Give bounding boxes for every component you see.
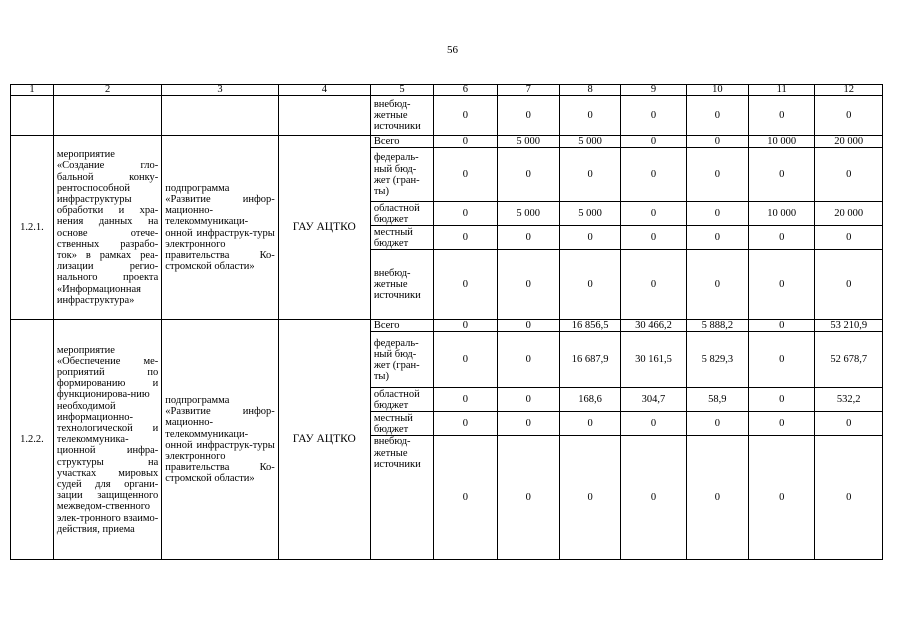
funding-source: федераль-ный бюд-жет (гран-ты)	[370, 148, 433, 202]
value-cell: 0	[497, 332, 559, 388]
value-cell: 0	[434, 226, 497, 250]
header-cell: 3	[162, 85, 279, 96]
header-cell: 12	[815, 85, 883, 96]
value-cell: 0	[749, 96, 815, 136]
value-cell: 0	[686, 412, 748, 436]
value-cell: 0	[497, 388, 559, 412]
value-cell: 52 678,7	[815, 332, 883, 388]
header-cell: 11	[749, 85, 815, 96]
value-cell: 0	[749, 226, 815, 250]
value-cell: 5 000	[559, 136, 620, 148]
funding-source: Всего	[370, 320, 433, 332]
value-cell: 0	[621, 436, 686, 560]
value-cell: 0	[434, 136, 497, 148]
value-cell: 30 466,2	[621, 320, 686, 332]
value-cell: 0	[815, 412, 883, 436]
value-cell: 58,9	[686, 388, 748, 412]
subprogram-name: подпрограмма «Развитие инфор-мационно-телекоммуникаци-онной инфраструк-туры электронного правительства Ко-стромской области»	[162, 136, 279, 320]
table-row	[11, 96, 883, 136]
value-cell: 0	[559, 148, 620, 202]
measure-code: 1.2.1.	[11, 136, 54, 320]
value-cell: 5 829,3	[686, 332, 748, 388]
value-cell: 0	[559, 226, 620, 250]
funding-source: внебюд-жетные источники	[370, 436, 433, 560]
page-number: 56	[447, 44, 458, 56]
value-cell: 304,7	[621, 388, 686, 412]
value-cell: 0	[497, 320, 559, 332]
header-cell: 7	[497, 85, 559, 96]
value-cell: 0	[497, 250, 559, 320]
funding-source: местный бюджет	[370, 412, 433, 436]
header-cell: 8	[559, 85, 620, 96]
value-cell: 0	[497, 226, 559, 250]
value-cell: 53 210,9	[815, 320, 883, 332]
value-cell: 0	[434, 436, 497, 560]
value-cell: 0	[621, 136, 686, 148]
empty-cell	[53, 96, 161, 136]
funding-source: местный бюджет	[370, 226, 433, 250]
value-cell: 0	[815, 436, 883, 560]
funding-source: областной бюджет	[370, 202, 433, 226]
value-cell: 0	[434, 250, 497, 320]
value-cell: 0	[497, 412, 559, 436]
value-cell: 0	[815, 226, 883, 250]
value-cell: 0	[621, 226, 686, 250]
value-cell: 0	[559, 250, 620, 320]
header-cell: 2	[53, 85, 161, 96]
value-cell: 5 000	[559, 202, 620, 226]
value-cell: 0	[434, 412, 497, 436]
value-cell: 0	[434, 148, 497, 202]
value-cell: 20 000	[815, 136, 883, 148]
value-cell: 0	[434, 96, 497, 136]
value-cell: 0	[749, 250, 815, 320]
value-cell: 5 000	[497, 202, 559, 226]
value-cell: 0	[686, 148, 748, 202]
value-cell: 0	[749, 388, 815, 412]
funding-source: федераль-ный бюд-жет (гран-ты)	[370, 332, 433, 388]
budget-table	[10, 84, 883, 560]
value-cell: 0	[749, 412, 815, 436]
value-cell: 0	[434, 332, 497, 388]
value-cell: 16 856,5	[559, 320, 620, 332]
value-cell: 0	[686, 436, 748, 560]
value-cell: 10 000	[749, 136, 815, 148]
value-cell: 0	[815, 148, 883, 202]
subprogram-name: подпрограмма «Развитие инфор-мационно-телекоммуникаци-онной инфраструк-туры электронного правительства Ко-стромской области»	[162, 320, 279, 560]
value-cell: 168,6	[559, 388, 620, 412]
funding-source: Всего	[370, 136, 433, 148]
value-cell: 5 000	[497, 136, 559, 148]
measure-code: 1.2.2.	[11, 320, 54, 560]
measure-description: мероприятие «Обеспечение ме-роприятий по формированию и функционирова-нию необходимой информационно-технологической и телекоммуника-ционной инфра-структуры на участках мировых судей для органи-зации защищенного межведом-ственного элек-тронного взаимо-действия, приема	[53, 320, 161, 560]
funding-source: областной бюджет	[370, 388, 433, 412]
measure-description: мероприятие «Создание гло-бальной конку-рентоспособной инфраструктуры обработки и хра-нения данных на основе отече-ственных разрабо-ток» в рамках реа-лизации регио-нального проекта «Информационная инфраструктура»	[53, 136, 161, 320]
value-cell: 0	[621, 412, 686, 436]
value-cell: 0	[686, 250, 748, 320]
value-cell: 0	[559, 412, 620, 436]
value-cell: 0	[815, 250, 883, 320]
empty-cell	[278, 96, 370, 136]
value-cell: 0	[434, 388, 497, 412]
value-cell: 0	[559, 96, 620, 136]
value-cell: 0	[621, 202, 686, 226]
table-row	[11, 320, 883, 332]
value-cell: 20 000	[815, 202, 883, 226]
value-cell: 0	[621, 96, 686, 136]
empty-cell	[11, 96, 54, 136]
value-cell: 0	[434, 202, 497, 226]
header-row	[11, 85, 883, 96]
funding-source: внебюд-жетные источники	[370, 250, 433, 320]
executor: ГАУ АЦТКО	[278, 136, 370, 320]
header-cell: 9	[621, 85, 686, 96]
funding-source: внебюд-жетные источники	[370, 96, 433, 136]
value-cell: 0	[749, 332, 815, 388]
value-cell: 0	[749, 436, 815, 560]
value-cell: 532,2	[815, 388, 883, 412]
value-cell: 0	[497, 436, 559, 560]
value-cell: 10 000	[749, 202, 815, 226]
value-cell: 0	[686, 96, 748, 136]
value-cell: 0	[815, 96, 883, 136]
table-row	[11, 136, 883, 148]
value-cell: 0	[497, 148, 559, 202]
empty-cell	[162, 96, 279, 136]
header-cell: 6	[434, 85, 497, 96]
value-cell: 0	[497, 96, 559, 136]
value-cell: 16 687,9	[559, 332, 620, 388]
header-cell: 1	[11, 85, 54, 96]
value-cell: 0	[621, 250, 686, 320]
header-cell: 4	[278, 85, 370, 96]
value-cell: 0	[621, 148, 686, 202]
executor: ГАУ АЦТКО	[278, 320, 370, 560]
header-cell: 10	[686, 85, 748, 96]
header-cell: 5	[370, 85, 433, 96]
value-cell: 0	[686, 136, 748, 148]
value-cell: 0	[686, 226, 748, 250]
value-cell: 0	[686, 202, 748, 226]
value-cell: 30 161,5	[621, 332, 686, 388]
value-cell: 5 888,2	[686, 320, 748, 332]
value-cell: 0	[434, 320, 497, 332]
value-cell: 0	[559, 436, 620, 560]
value-cell: 0	[749, 148, 815, 202]
value-cell: 0	[749, 320, 815, 332]
